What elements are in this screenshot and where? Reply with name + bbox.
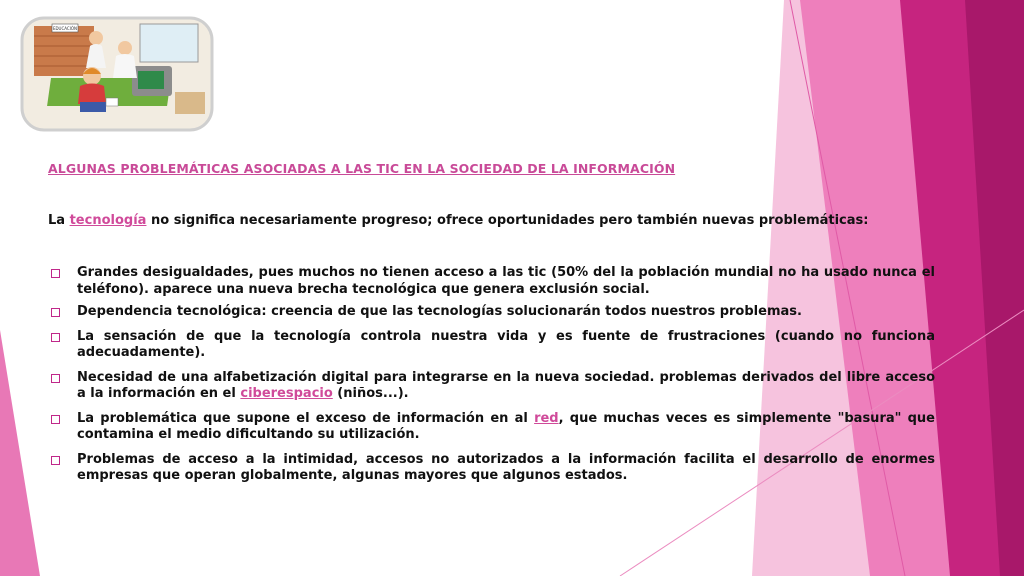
intro-paragraph [48,213,948,228]
problem-list [48,265,935,493]
checkbox-bullet-icon [51,415,60,424]
list-item-text-after: (niños...). [332,386,409,401]
list-item-text: Dependencia tecnológica: creencia de que las tecnologías solucionarán todos nuestros problemas. [77,304,802,319]
slide-title: ALGUNAS PROBLEMÁTICAS ASOCIADAS A LAS TIC EN LA SOCIEDAD DE LA INFORMACIÓN [48,161,676,176]
svg-text:EDUCACIÓN: EDUCACIÓN [52,26,78,31]
checkbox-bullet-icon [51,374,60,383]
tecnologia-link[interactable]: tecnología [69,213,147,228]
list-item [48,265,935,298]
classroom-illustration-image [20,14,215,136]
list-item-text: Grandes desigualdades, pues muchos no tienen acceso a las tic (50% del la población mundial no ha usado nunca el teléfono). aparece una nueva brecha tecnológica que genera exclusión social. [77,265,935,297]
list-item-text-after: , que muchas veces es simplemente "basura" que contamina el medio dificultando su utilización. [77,410,935,442]
intro-text-after: no significa necesariamente progreso; ofrece oportunidades pero también nuevas problemáticas: [146,213,869,228]
list-item-text-before: La problemática que supone el exceso de información en al [77,410,535,426]
checkbox-bullet-icon [51,269,60,278]
ciberespacio-link[interactable]: ciberespacio [240,386,333,401]
list-item [48,370,935,403]
list-item-text: La sensación de que la tecnología controla nuestra vida y es fuente de frustraciones (cuando no funciona adecuadamente). [77,328,935,360]
red-link[interactable]: red [534,410,559,426]
list-item-text-before: Necesidad de una alfabetización digital para integrarse en la nueva sociedad. problemas derivados del libre acceso a la información en el [77,369,935,401]
checkbox-bullet-icon [51,456,60,465]
checkbox-bullet-icon [51,308,60,317]
list-item [48,452,935,485]
list-item [48,304,935,321]
checkbox-bullet-icon [51,333,60,342]
intro-text-before: La [48,213,70,228]
list-item [48,329,935,362]
list-item-text: Problemas de acceso a la intimidad, accesos no autorizados a la información facilita el desarrollo de enormes empresas que operan globalmente, algunas mayores que algunos estados. [77,451,935,483]
list-item [48,411,935,444]
